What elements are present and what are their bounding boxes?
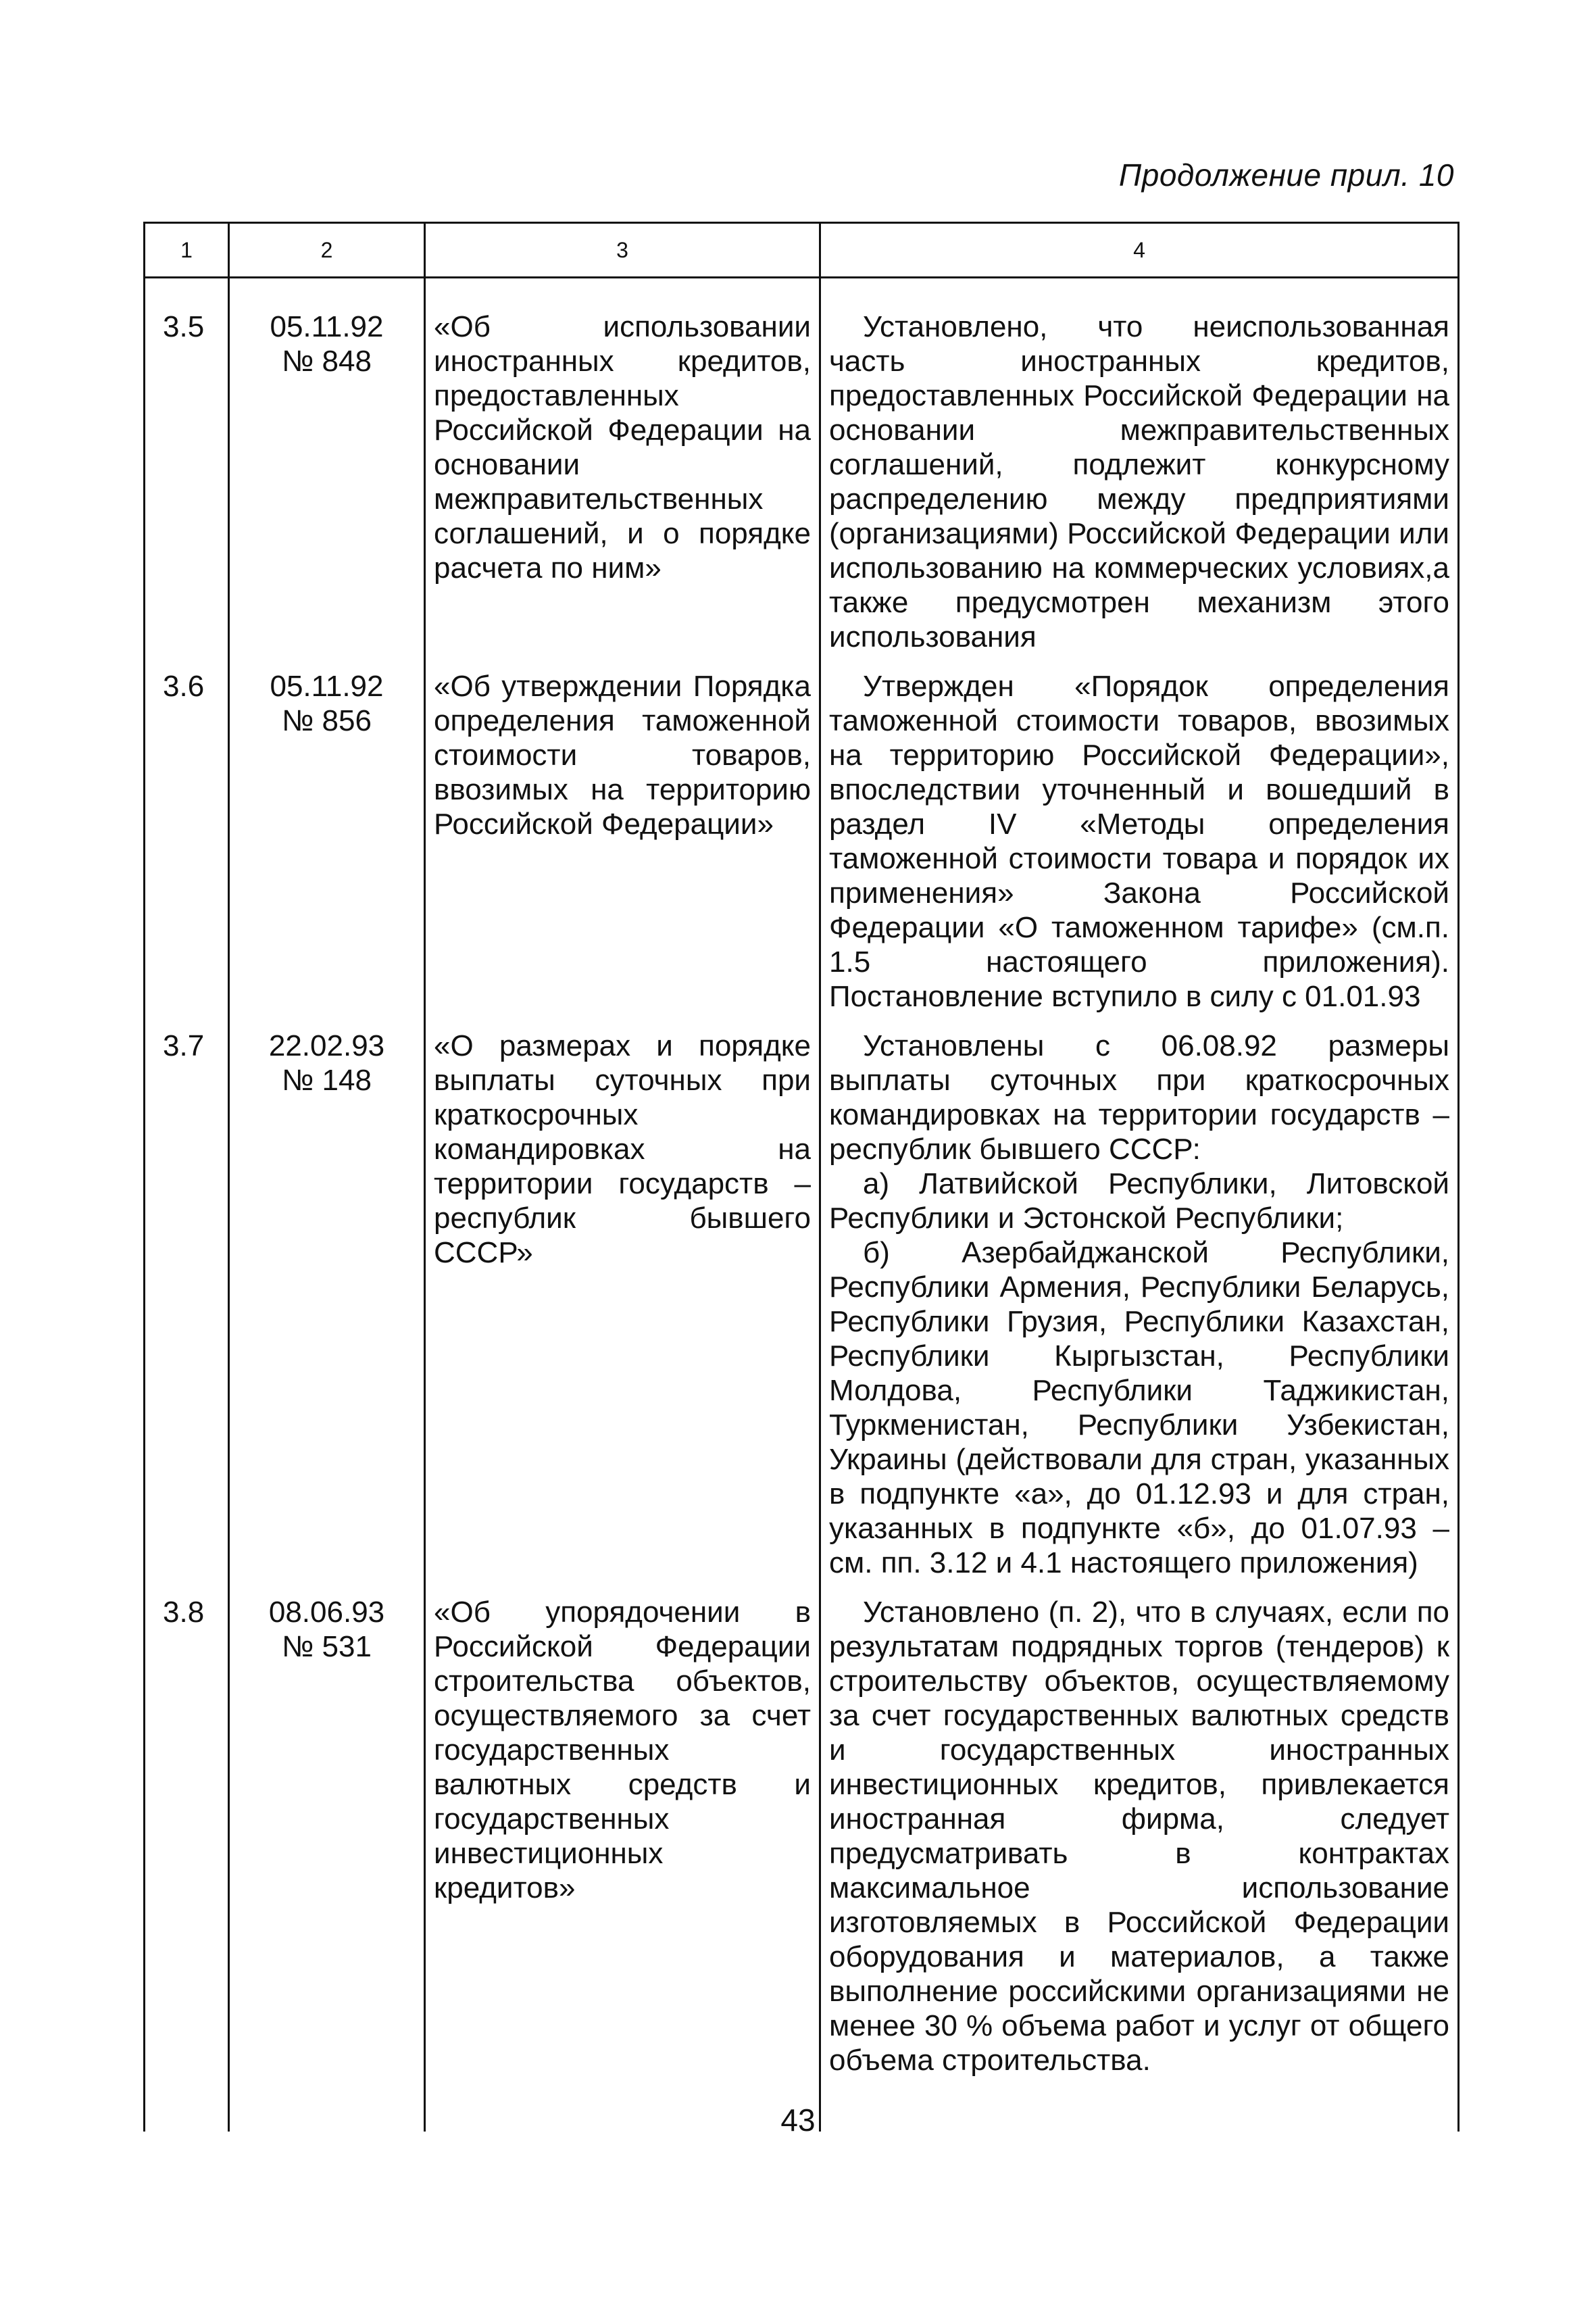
row-number: 3.6	[145, 669, 229, 1029]
row-content-paragraph: а) Латвийской Республики, Литовской Республики и Эстонской Республики;	[829, 1167, 1449, 1235]
row-number: 3.5	[145, 278, 229, 670]
row-date-cell	[229, 1595, 425, 2092]
row-date: 22.02.93	[268, 1029, 385, 1062]
row-content-paragraph: Установлены с 06.08.92 размеры выплаты суточных при краткосрочных командировках на территории государств – республик бывшего СССР:	[829, 1029, 1449, 1166]
row-doc-number: № 856	[282, 704, 372, 737]
row-content-cell	[820, 278, 1459, 670]
row-title: «Об упорядочении в Российской Федерации строительства объектов, осуществляемого за счет государственных валютных средств и государственных инвестиционных кредитов»	[425, 1595, 820, 2092]
column-number-row	[145, 223, 1459, 278]
row-content-paragraph: б) Азербайджанской Республики, Республики Армения, Республики Беларусь, Республики Грузия, Республики Казахстан, Республики Кыргызстан, Республики Молдова, Республики Таджикистан, Туркменистан, Республики Узбекистан, Украины (действовали для стран, указанных в подпункте «а», до 01.12.93 и для стран, указанных в подпункте «б», до 01.07.93 – см. пп. 3.12 и 4.1 настоящего приложения)	[829, 1236, 1449, 1579]
row-content-cell	[820, 1029, 1459, 1595]
row-date-cell	[229, 669, 425, 1029]
row-content-paragraph: Установлено, что неиспользованная часть иностранных кредитов, предоставленных Российской Федерации на основании межправительственных соглашений, подлежит конкурсному распределению между предприятиями (организациями) Российской Федерации или использованию на коммерческих условиях,а также предусмотрен механизм этого использования	[829, 310, 1449, 654]
row-date: 08.06.93	[268, 1596, 385, 1629]
row-number: 3.8	[145, 1595, 229, 2092]
column-header-4: 4	[820, 223, 1459, 278]
column-header-3: 3	[425, 223, 820, 278]
table-row	[145, 1029, 1459, 1595]
row-number: 3.7	[145, 1029, 229, 1595]
table-row	[145, 278, 1459, 670]
row-content-paragraph: Установлено (п. 2), что в случаях, если по результатам подрядных торгов (тендеров) к строительству объектов, осуществляемому за счет государственных валютных средств и государственных иностранных инвестиционных кредитов, привлекается иностранная фирма, следует предусматривать в контрактах максимальное использование изготовляемых в Российской Федерации оборудования и материалов, а также выполнение российскими организациями не менее 30 % объема работ и услуг от общего объема строительства.	[829, 1596, 1449, 2077]
row-content-cell	[820, 669, 1459, 1029]
continuation-note: Продолжение прил. 10	[1118, 157, 1454, 193]
table-row	[145, 1595, 1459, 2092]
column-header-2: 2	[229, 223, 425, 278]
row-doc-number: № 531	[282, 1630, 372, 1663]
page-number: 43	[780, 2102, 816, 2138]
row-title: «Об утверждении Порядка определения таможенной стоимости товаров, ввозимых на территорию Российской Федерации»	[425, 669, 820, 1029]
row-title: «О размерах и порядке выплаты суточных при краткосрочных командировках на территории государств – республик бывшего СССР»	[425, 1029, 820, 1595]
row-content-paragraph: Утвержден «Порядок определения таможенной стоимости товаров, ввозимых на территорию Российской Федерации», впоследствии уточненный и вошедший в раздел IV «Методы определения таможенной стоимости товара и порядок их применения» Закона Российской Федерации «О таможенном тарифе» (см.п. 1.5 настоящего приложения). Постановление вступило в силу с 01.01.93	[829, 670, 1449, 1013]
row-date: 05.11.92	[270, 310, 384, 343]
row-date: 05.11.92	[270, 670, 384, 703]
table-row	[145, 669, 1459, 1029]
row-date-cell	[229, 1029, 425, 1595]
row-date-cell	[229, 278, 425, 670]
column-header-1: 1	[145, 223, 229, 278]
row-title: «Об использовании иностранных кредитов, предоставленных Российской Федерации на основании межправительственных соглашений, и о порядке расчета по ним»	[425, 278, 820, 670]
decrees-table	[143, 222, 1460, 2132]
row-content-cell	[820, 1595, 1459, 2092]
row-doc-number: № 148	[282, 1064, 372, 1097]
row-doc-number: № 848	[282, 345, 372, 378]
